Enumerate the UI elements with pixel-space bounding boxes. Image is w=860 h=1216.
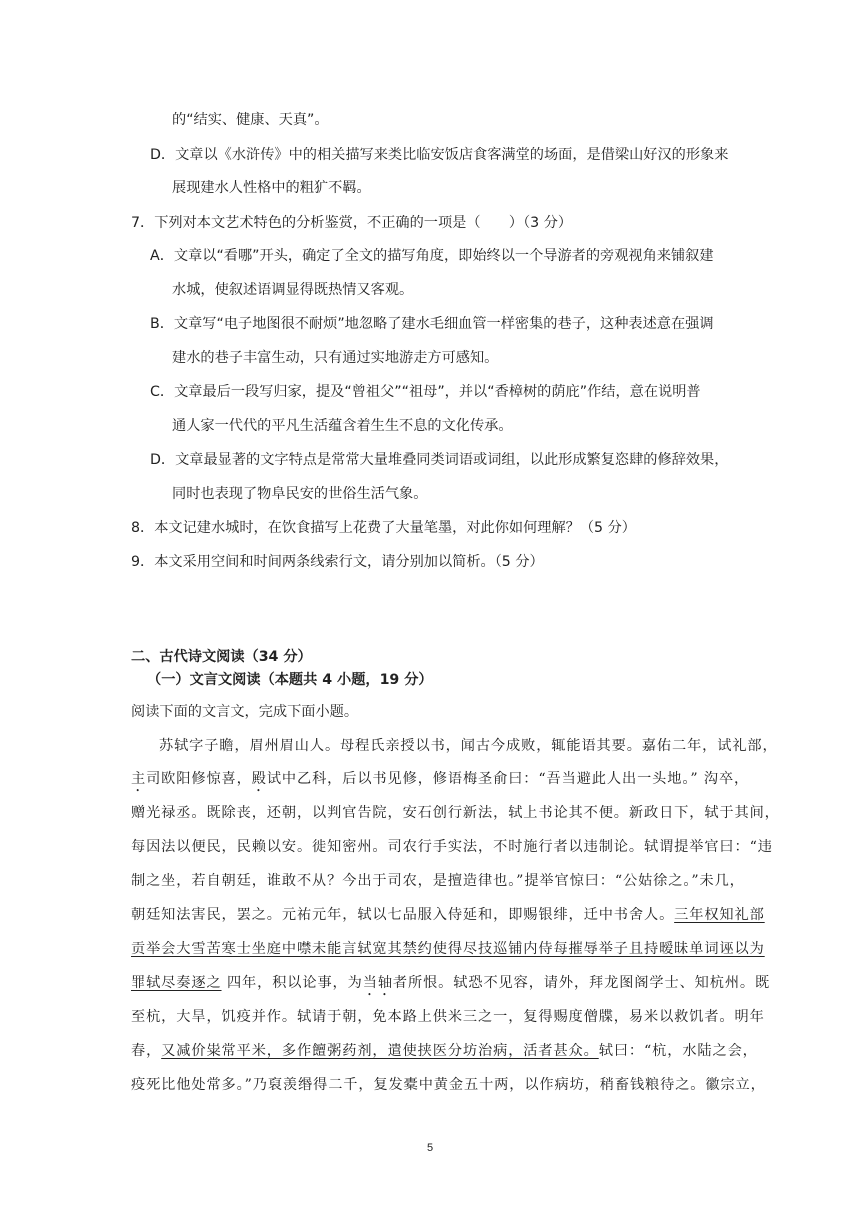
option-d-continuation: 展现建水人性格中的粗犷不羁。 <box>172 180 371 196</box>
q7-option-d: D．文章最显著的文字特点是常常大量堆叠同类词语或词组，以此形成繁复恣肆的修辞效果， <box>150 452 729 468</box>
passage-line: 朝廷知法害民，罢之。元祐元年，轼以七品服入侍延和，即赐银绯，迁中书舍人。三年权知礼部 <box>131 907 765 923</box>
question-7: 7．下列对本文艺术特色的分析鉴赏，不正确的一项是（ ）（3 分） <box>131 215 573 231</box>
section-heading: 二、古代诗文阅读（34 分） <box>131 649 312 665</box>
q7-option-c-continuation: 通人家一代代的平凡生活蕴含着生生不息的文化传承。 <box>172 418 513 434</box>
dotted-word: 主 <box>131 771 147 787</box>
underlined-sentence: 贡举会大雪苦寒士坐庭中噤未能言轼宽其禁约使得尽技巡铺内侍每摧辱举子且持暧昧单词诬以为 <box>131 941 765 957</box>
option-d: D．文章以《水浒传》中的相关描写来类比临安饭店食客满堂的场面，是借梁山好汉的形象来 <box>150 147 729 163</box>
q7-option-b: B．文章写“电子地图很不耐烦”地忽略了建水毛细血管一样密集的巷子，这种表述意在强调 <box>150 316 714 332</box>
instruction-text: 阅读下面的文言文，完成下面小题。 <box>131 704 359 720</box>
passage-line: 赠光禄丞。既除丧，还朝，以判官告院，安石创行新法，轼上书论其不便。新政日下，轼于其间， <box>131 805 780 821</box>
dotted-word: 殿 <box>251 771 267 787</box>
passage-line: 春，又减价粜常平米，多作饘粥药剂，遣使挟医分坊治病，活者甚众。轼曰：“杭，水陆之会， <box>131 1043 758 1059</box>
underlined-sentence: 三年权知礼部 <box>674 907 765 923</box>
question-9: 9．本文采用空间和时间两条线索行文，请分别加以简析。（5 分） <box>131 554 544 570</box>
q7-option-a-continuation: 水城，使叙述语调显得既热情又客观。 <box>172 282 414 298</box>
underlined-sentence: 又减价粜常平米，多作饘粥药剂，遣使挟医分坊治病，活者甚众。 <box>161 1043 599 1059</box>
q7-option-d-continuation: 同时也表现了物阜民安的世俗生活气象。 <box>172 486 428 502</box>
passage-line: 制之坐，若自朝廷，谁敢不从？今出于司农，是擅造律也。”提举官惊曰：“公姑徐之。”未几， <box>131 873 745 889</box>
passage-line: 至杭，大旱，饥疫并作。轼请于朝，免本路上供米三之一，复得赐度僧牒，易米以救饥者。明年 <box>131 1009 765 1025</box>
passage-line: 每因法以便民，民赖以安。徙知密州。司农行手实法，不时施行者以违制论。轼谓提举官曰：“违 <box>131 839 773 855</box>
passage-line: 主司欧阳修惊喜，殿试中乙科，后以书见修，修语梅圣俞曰：“吾当避此人出一头地。” 沟卒， <box>131 771 750 787</box>
question-8: 8．本文记建水城时，在饮食描写上花费了大量笔墨，对此你如何理解？（5 分） <box>131 520 636 536</box>
dotted-word: 当轴 <box>362 975 393 991</box>
q7-option-c: C．文章最后一段写归家，提及“曾祖父”“祖母”，并以“香樟树的荫庇”作结，意在说明普 <box>150 384 701 400</box>
q7-option-a: A．文章以“看哪”开头，确定了全文的描写角度，即始终以一个导游者的旁观视角来铺叙建 <box>150 248 714 264</box>
page-number: 5 <box>426 1142 434 1154</box>
subsection-heading: （一）文言文阅读（本题共 4 小题，19 分） <box>147 672 433 688</box>
option-c-continuation: 的“结实、健康、天真”。 <box>172 112 329 128</box>
q7-option-b-continuation: 建水的巷子丰富生动，只有通过实地游走方可感知。 <box>172 350 499 366</box>
passage-line: 疫死比他处常多。”乃裒羡缗得二千，复发橐中黄金五十两，以作病坊，稍畜钱粮待之。徽宗立， <box>131 1077 766 1093</box>
underlined-sentence: 罪轼尽奏逐之 <box>131 975 222 991</box>
passage-line: 罪轼尽奏逐之 四年，积以论事，为当轴者所恨。轼恐不见容，请外，拜龙图阁学士、知杭州。既 <box>131 975 771 991</box>
passage-line: 苏轼字子瞻，眉州眉山人。母程氏亲授以书，闻古今成败，辄能语其要。嘉佑二年，试礼部， <box>159 738 778 754</box>
